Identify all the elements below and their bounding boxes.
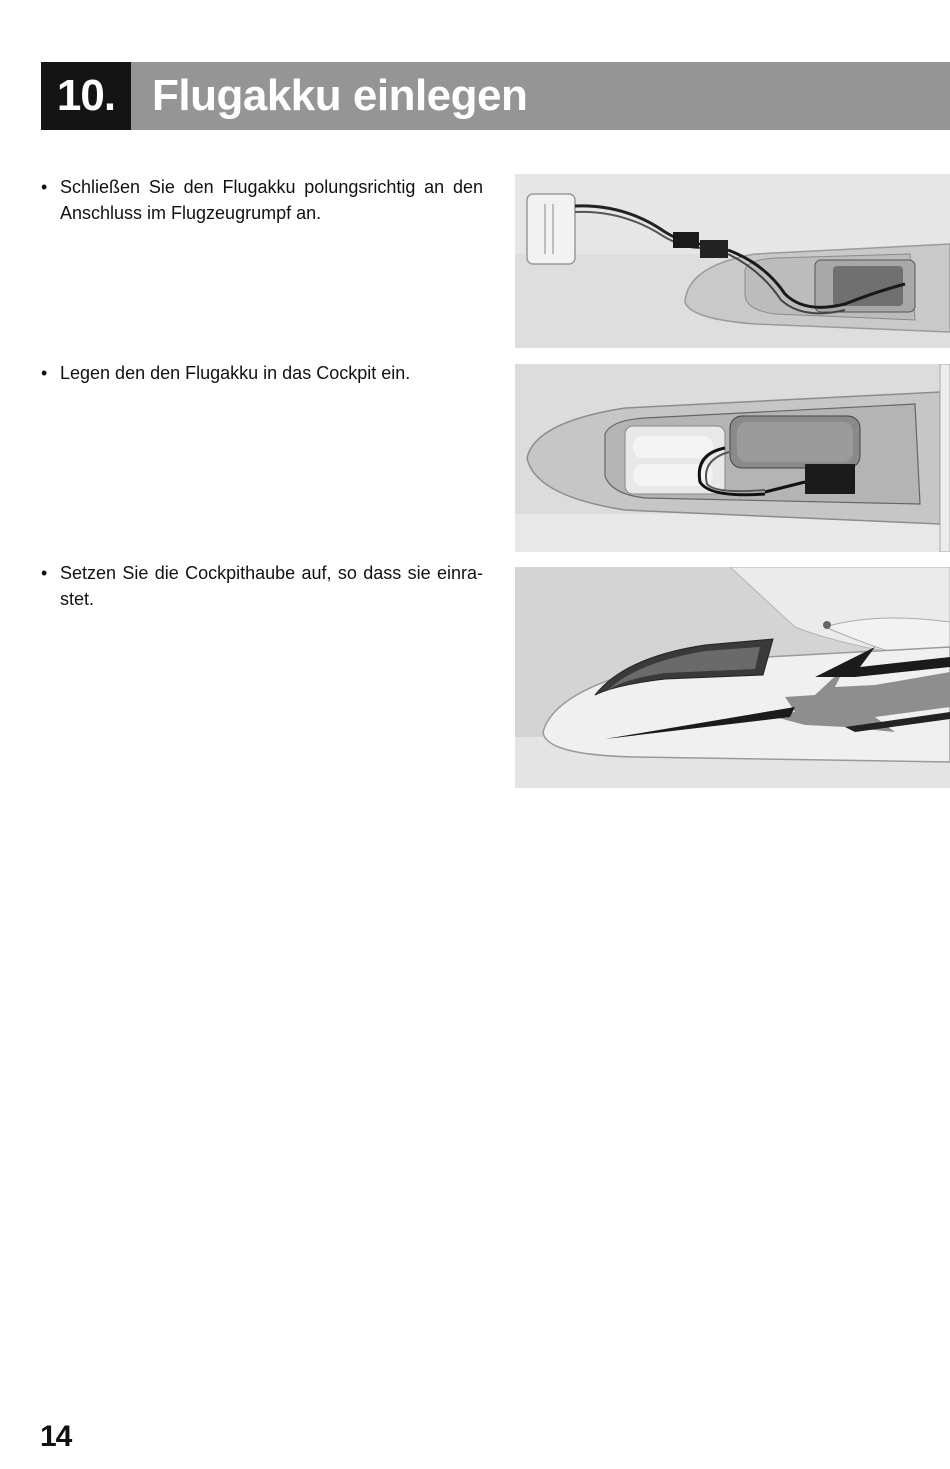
photo-canopy-attached [515,567,950,788]
step-2 [41,360,483,386]
step-text: Schließen Sie den Flugakku polungsrichtig an den Anschluss im Flugzeugrumpf an. [60,177,483,223]
section-header [41,62,950,130]
photo-battery-connect [515,174,950,348]
photo-battery-cockpit [515,364,950,552]
section-title: Flugakku einlegen [131,62,950,130]
bullet: • [41,177,48,197]
step-1 [41,174,483,226]
section-number: 10. [41,62,131,130]
bullet: • [41,563,48,583]
bullet: • [41,363,48,383]
step-3 [41,560,483,612]
page-number: 14 [40,1420,72,1453]
step-text: Legen den den Flugakku in das Cockpit ein. [60,363,411,383]
step-text: Setzen Sie die Cockpithaube auf, so dass sie einrastet. [60,563,483,609]
